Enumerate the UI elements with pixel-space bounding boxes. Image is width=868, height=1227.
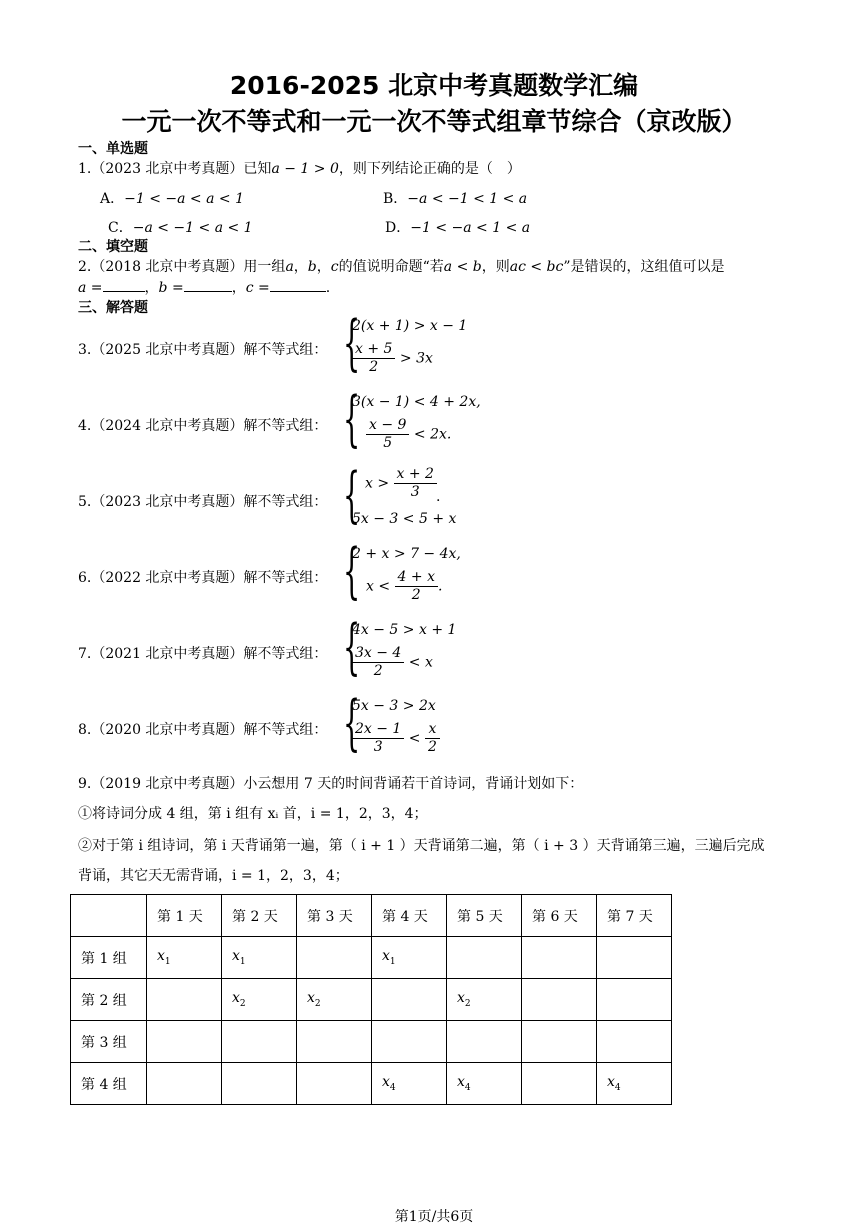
table-cell	[597, 979, 672, 1021]
table-cell	[447, 1021, 522, 1063]
table-cell: $x_4$	[447, 1063, 522, 1105]
q4-denominator: 5	[383, 435, 393, 451]
q2-blank-c-label: c =	[245, 280, 270, 296]
q1-option-a-expr: −1 < −a < a < 1	[124, 191, 244, 207]
q6-row-1: 2 + x > 7 − 4x,	[352, 546, 461, 562]
table-cell: $x_1$	[147, 937, 222, 979]
table-row	[71, 979, 672, 1021]
q1-option-d-label: D．	[385, 220, 411, 236]
q6-brace: {	[343, 536, 361, 606]
q4-row-2-tail: < 2x.	[413, 426, 452, 443]
table-cell	[222, 1021, 297, 1063]
table-header-cell: 第 4 天	[372, 895, 447, 937]
q3-label: 3.（2025 北京中考真题）解不等式组：	[78, 342, 328, 358]
q4-row-2	[366, 417, 451, 452]
q2-sep-2: ，	[316, 259, 331, 275]
q1-option-b-expr: −a < −1 < 1 < a	[407, 191, 528, 207]
q2-end: .	[325, 280, 331, 296]
q2-blank-a[interactable]	[103, 277, 145, 292]
table-row-label: 第 1 组	[71, 937, 147, 979]
q1-option-b	[383, 188, 527, 208]
table-cell	[147, 979, 222, 1021]
q7-row-2-tail: < x	[408, 654, 433, 671]
q5-numerator: x + 2	[394, 466, 437, 484]
q2-sep-1: ，	[293, 259, 308, 275]
table-header-cell: 第 3 天	[297, 895, 372, 937]
q5-label: 5.（2023 北京中考真题）解不等式组：	[78, 494, 328, 510]
q8-less-than: <	[408, 730, 421, 747]
table-cell: $x_4$	[597, 1063, 672, 1105]
q4-numerator: x − 9	[366, 417, 409, 435]
q2-blanks	[78, 277, 330, 297]
table-header-cell: 第 6 天	[522, 895, 597, 937]
q8-denominator-2: 2	[427, 739, 437, 755]
q1-option-b-label: B．	[383, 191, 408, 207]
q3-row-2-tail: > 3x	[399, 350, 433, 367]
section-single-choice: 一、单选题	[78, 141, 148, 157]
q1-stem-text: 1.（2023 北京中考真题）已知	[78, 161, 272, 177]
table-cell	[597, 937, 672, 979]
table-cell	[372, 1021, 447, 1063]
q2-comma-2: ，	[231, 280, 246, 296]
q8-row-1: 5x − 3 > 2x	[352, 698, 436, 714]
q5-row-1	[365, 466, 437, 501]
q2-var-c: c	[330, 259, 339, 275]
q9-item-2-line-1: ②对于第 i 组诗词，第 i 天背诵第一遍，第（ i + 1 ）天背诵第二遍，第（ i + 3 ）天背诵第三遍，三遍后完成	[78, 838, 765, 854]
q3-row-1: 2(x + 1) > x − 1	[352, 318, 468, 334]
table-cell: $x_2$	[297, 979, 372, 1021]
q8-numerator-2: x	[425, 721, 440, 739]
q5-denominator: 3	[410, 484, 420, 500]
table-cell: $x_4$	[372, 1063, 447, 1105]
q9-item-1: ①将诗词分成 4 组，第 i 组有 xᵢ 首，i = 1，2，3，4；	[78, 806, 428, 822]
table-row-label: 第 4 组	[71, 1063, 147, 1105]
q6-row-2-head: x <	[366, 578, 391, 595]
q7-brace: {	[343, 612, 361, 682]
q8-row-2	[352, 721, 440, 756]
q2-blank-b[interactable]	[184, 277, 232, 292]
table-cell: $x_2$	[222, 979, 297, 1021]
table-cell	[297, 1063, 372, 1105]
q6-row-2	[366, 569, 442, 604]
q3-denominator: 2	[369, 359, 379, 375]
q5-dot: .	[436, 489, 441, 505]
q6-numerator: 4 + x	[395, 569, 438, 587]
q2-stem	[78, 256, 725, 276]
q5-row-1-head: x >	[365, 475, 390, 492]
q2-part-2: 的值说明命题“若	[338, 259, 444, 275]
q7-numerator: 3x − 4	[352, 645, 404, 663]
q1-option-d-expr: −1 < −a < 1 < a	[410, 220, 531, 236]
q1-option-a-label: A．	[100, 191, 125, 207]
title-line-2: 一元一次不等式和一元一次不等式组章节综合（京改版）	[121, 107, 747, 136]
q2-var-a: a	[285, 259, 294, 275]
recitation-plan-table	[70, 894, 672, 1105]
q1-option-a	[100, 188, 244, 208]
table-row-label: 第 2 组	[71, 979, 147, 1021]
table-cell	[372, 979, 447, 1021]
q2-part-3: ，则	[481, 259, 510, 275]
q8-denominator: 3	[373, 739, 383, 755]
table-cell: $x_2$	[447, 979, 522, 1021]
q5-brace: {	[343, 460, 361, 530]
title-line-1: 2016-2025 北京中考真题数学汇编	[229, 71, 639, 100]
q2-part-4: ”是错误的，这组值可以是	[563, 259, 725, 275]
table-cell: $x_1$	[372, 937, 447, 979]
table-header-cell: 第 7 天	[597, 895, 672, 937]
table-cell	[147, 1021, 222, 1063]
q7-row-1: 4x − 5 > x + 1	[352, 622, 457, 638]
q1-option-c	[108, 217, 253, 237]
page-footer: 第1页/共6页	[394, 1209, 474, 1225]
q1-tail: ，则下列结论正确的是（ ）	[338, 161, 521, 177]
q4-row-1: 3(x − 1) < 4 + 2x,	[352, 394, 481, 410]
q7-row-2	[352, 645, 433, 680]
q3-numerator: x + 5	[352, 341, 395, 359]
q9-stem: 9.（2019 北京中考真题）小云想用 7 天的时间背诵若干首诗词，背诵计划如下：	[78, 776, 584, 792]
q1-option-c-label: C．	[108, 220, 133, 236]
table-cell	[222, 1063, 297, 1105]
table-header-cell: 第 2 天	[222, 895, 297, 937]
table-header-cell: 第 1 天	[147, 895, 222, 937]
q2-comma-1: ，	[144, 280, 159, 296]
table-row	[71, 1021, 672, 1063]
q3-brace: {	[343, 308, 361, 378]
q5-row-2: 5x − 3 < 5 + x	[352, 511, 457, 527]
q8-label: 8.（2020 北京中考真题）解不等式组：	[78, 722, 328, 738]
section-fill-blank: 二、填空题	[78, 239, 148, 255]
q2-blank-c[interactable]	[270, 277, 326, 292]
q8-numerator: 2x − 1	[352, 721, 404, 739]
q2-conclusion: ac < bc	[509, 259, 564, 275]
q2-condition: a < b	[443, 259, 482, 275]
q2-blank-b-label: b =	[158, 280, 184, 296]
q3-row-2	[352, 341, 433, 376]
table-header-cell	[71, 895, 147, 937]
q1-option-c-expr: −a < −1 < a < 1	[132, 220, 253, 236]
table-row	[71, 1063, 672, 1105]
q4-label: 4.（2024 北京中考真题）解不等式组：	[78, 418, 328, 434]
q1-stem	[78, 158, 521, 178]
table-cell	[522, 979, 597, 1021]
q7-label: 7.（2021 北京中考真题）解不等式组：	[78, 646, 328, 662]
table-cell	[447, 937, 522, 979]
table-cell: $x_1$	[222, 937, 297, 979]
table-row-label: 第 3 组	[71, 1021, 147, 1063]
table-cell	[297, 937, 372, 979]
table-cell	[147, 1063, 222, 1105]
q2-part-1: 2.（2018 北京中考真题）用一组	[78, 259, 286, 275]
q6-label: 6.（2022 北京中考真题）解不等式组：	[78, 570, 328, 586]
q7-denominator: 2	[373, 663, 383, 679]
table-row	[71, 937, 672, 979]
table-cell	[597, 1021, 672, 1063]
table-header-cell: 第 5 天	[447, 895, 522, 937]
q2-var-b: b	[307, 259, 317, 275]
table-header-row	[71, 895, 672, 937]
table-cell	[522, 1021, 597, 1063]
table-cell	[522, 937, 597, 979]
q1-option-d	[385, 217, 530, 237]
section-solve: 三、解答题	[78, 300, 148, 316]
q6-row-2-tail: .	[437, 578, 443, 595]
table-cell	[522, 1063, 597, 1105]
q9-item-2-line-2: 背诵，其它天无需背诵，i = 1，2，3，4；	[78, 868, 349, 884]
q6-denominator: 2	[411, 587, 421, 603]
q4-brace: {	[343, 384, 361, 454]
q2-blank-a-label: a =	[78, 280, 103, 296]
q1-condition: a − 1 > 0	[271, 161, 339, 177]
table-cell	[297, 1021, 372, 1063]
q8-brace: {	[343, 688, 361, 758]
